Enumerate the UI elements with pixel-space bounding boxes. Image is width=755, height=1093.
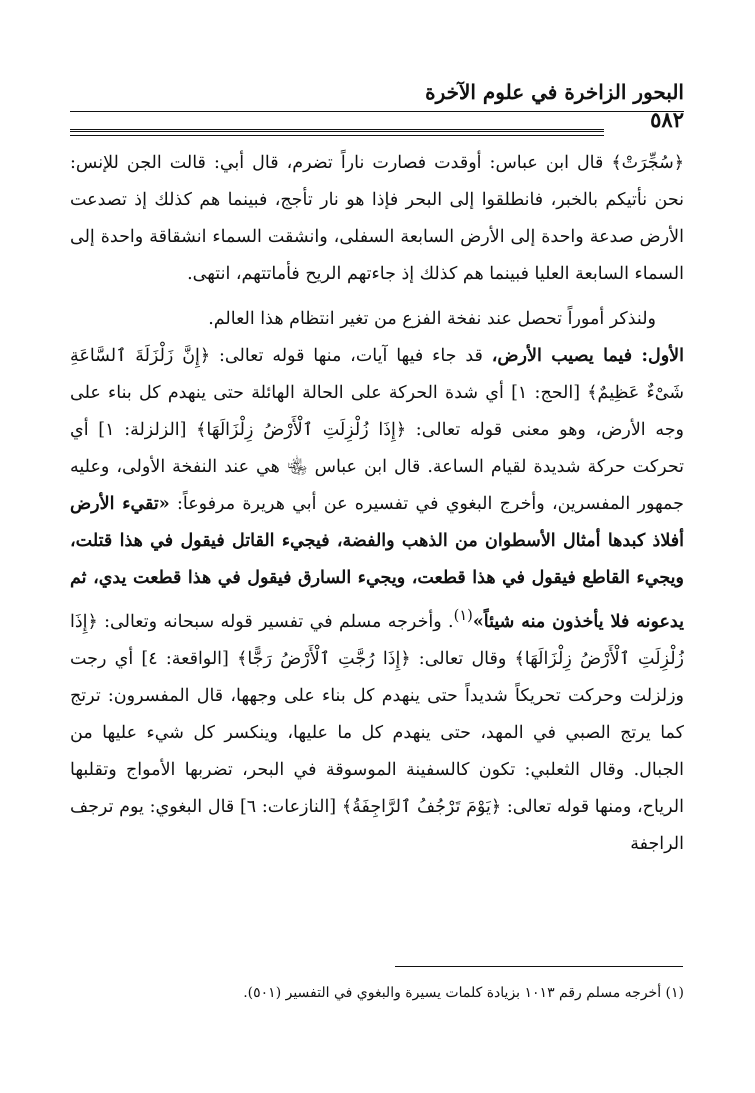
paragraph-1 — [70, 145, 684, 293]
paragraph-text: [الزلزلة: ١] أي تحركت حركة شديدة لقيام الساعة. قال ابن عباس ﵄ هي عند النفخة الأولى، وعليه جمهور المفسرين، وأخرج البغوي في تفسيره عن أبي هريرة مرفوعاً: — [70, 420, 684, 514]
paragraph-text: وقال تعالى: — [410, 648, 515, 669]
paragraph-text: [الحج: ١] أي شدة الحركة على الحالة الهائلة حتى ينهدم كل بناء على وجه الأرض، وهو معنى قوله تعالى: — [70, 383, 685, 440]
main-text — [70, 145, 684, 863]
paragraph-3 — [70, 338, 684, 863]
paragraph-2: ولنذكر أموراً تحصل عند نفخة الفزع من تغير انتظام هذا العالم. — [208, 309, 656, 329]
book-title: البحور الزاخرة في علوم الآخرة — [425, 80, 684, 104]
paragraph-text: . وأخرجه مسلم في تفسير قوله سبحانه وتعالى: — [97, 611, 454, 632]
page-number-row — [70, 107, 684, 143]
quran-verse: ﴿إِنَّ زَلْزَلَةَ ٱلسَّاعَةِ شَىْءٌ عَظِيمٌ﴾ — [70, 346, 684, 403]
page-number: ٥٨٢ — [650, 107, 684, 132]
page-header — [70, 80, 684, 140]
quran-verse: ﴿إِذَا رُجَّتِ ٱلْأَرْضُ رَجًّا﴾ — [237, 648, 411, 669]
paragraph-text: [الواقعة: ٤] أي رجت وزلزلت وحركت تحريكاً شديداً حتى ينهدم كل بناء على وجهها، قال المفسرون: ترتج كما يرتج الصبي في المهد، حتى ينهدم كل ما عليها، وينكسر كل شيء عليها من الجبال. وقال الثعلبي: تكون كالسفينة الموسوقة في البحر، تضربها الأمواج وتقلبها الرياح، ومنها قوله تعالى: — [70, 648, 685, 817]
hadith-text: «تقيء الأرض أفلاذ كبدها أمثال الأسطوان من الذهب والفضة، فيجيء القاتل فيقول في هذا قتلت، ويجيء القاطع فيقول في هذا قطعت، ويجيء السارق فيقول في هذا قطعت يدي، ثم يدعونه فلا يأخذون منه شيئاً» — [70, 494, 684, 632]
quran-verse: ﴿إِذَا زُلْزِلَتِ ٱلْأَرْضُ زِلْزَالَهَا﴾ — [196, 420, 407, 440]
paragraph-text: قال ابن عباس: أوقدت فصارت ناراً تضرم، قال أبي: قالت الجن للإنس: نحن نأتيكم بالخبر، فانطلقوا إلى البحر فإذا هو نار تأجج، فبينما هم كذلك إذ تصدعت الأرض صدعة واحدة إلى الأرض السابعة السفلى، وانشقت السماء انشقاقة واحدة إلى السماء السابعة العليا فبينما هم كذلك إذ جاءتهم الريح فأماتتهم، انتهى. — [70, 153, 684, 284]
page-number-rule — [70, 129, 604, 136]
footnote-divider — [395, 966, 683, 967]
quran-verse: ﴿إِذَا زُلْزِلَتِ ٱلْأَرْضُ زِلْزَالَهَا﴾ — [70, 611, 685, 669]
paragraph-text: [النازعات: ٦] قال البغوي: يوم ترجف الراجفة — [70, 796, 684, 854]
quran-verse: ﴿يَوْمَ تَرْجُفُ ٱلرَّاجِفَةُ﴾ — [341, 796, 502, 817]
section-label: الأول: فيما يصيب الأرض، — [491, 346, 685, 366]
quran-verse: ﴿سُجِّرَتْ﴾ — [611, 153, 684, 173]
paragraph-text: قد جاء فيها آيات، منها قوله تعالى: — [210, 346, 492, 366]
footnote: (١) أخرجه مسلم رقم ١٠١٣ بزيادة كلمات يسيرة والبغوي في التفسير (٥٠١). — [243, 985, 684, 1001]
footnote-reference[interactable]: (١) — [453, 607, 473, 624]
